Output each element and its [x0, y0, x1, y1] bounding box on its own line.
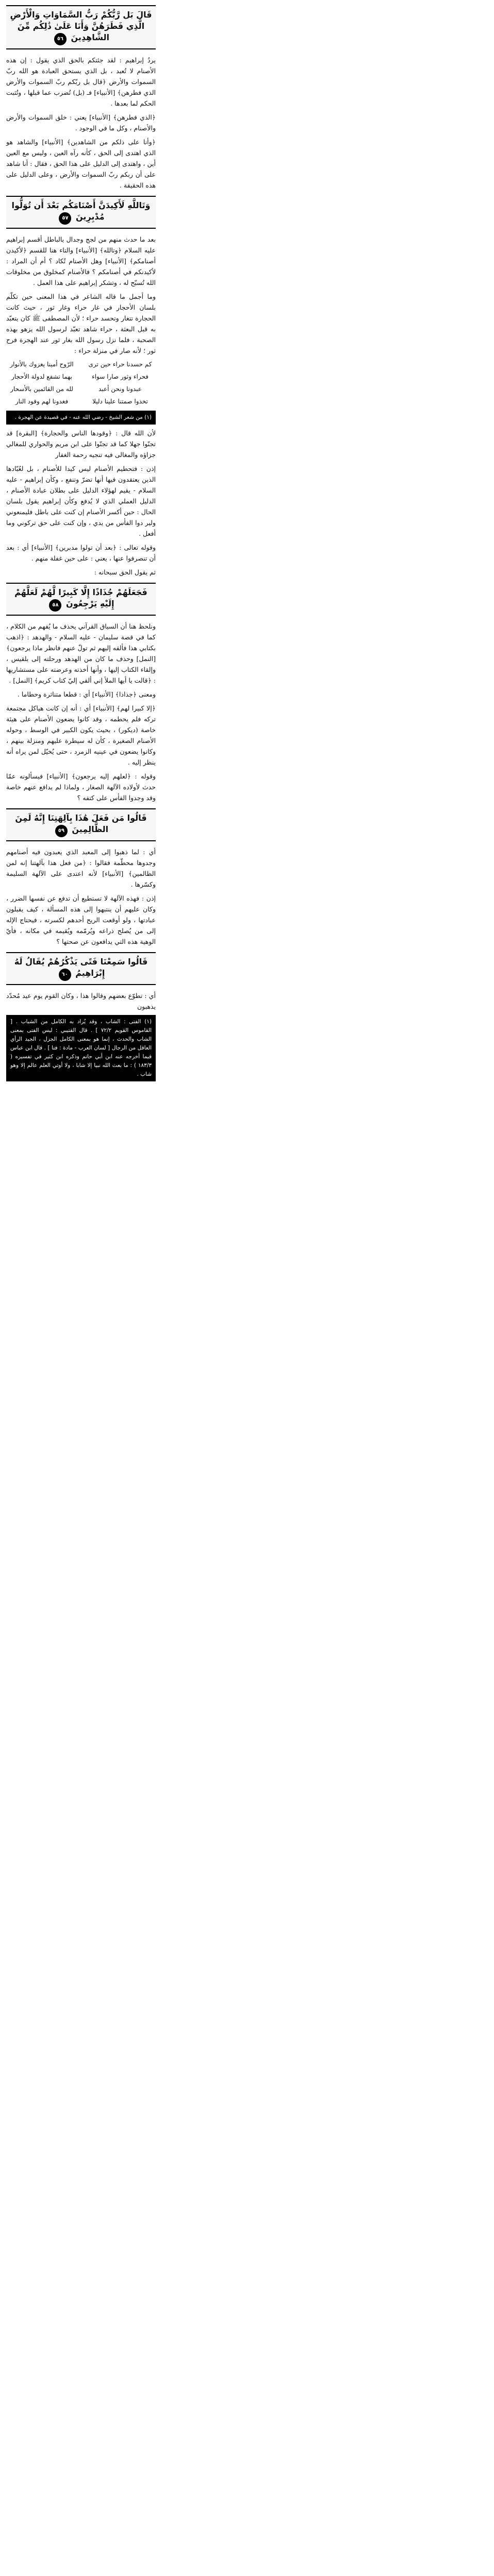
ayah-banner-58: [6, 583, 156, 616]
poem-hemistich: فغدونا لهم وقود النار: [15, 398, 69, 405]
paragraph: وقوله : ﴿لعلهم إليه يرجعون﴾ [الأنبياء] فيسألونه عمّا حدث لأولاده الآلهة الصغار ، ولماذا لم يدافع عنهم خاصة وقد وجدوا الفأس على كتفه ؟: [6, 772, 156, 802]
poem-hemistich: فحراء وثور صارا سواء: [92, 373, 149, 380]
ayah-number: ٦٠: [59, 969, 71, 981]
paragraph: إذن : فهذه الآلهة لا تستطيع أن تدفع عن نفسها الضرر ، وكان عليهم أن ينتبهوا إلى هذه المسألة ، كيف يقبلون عبادتها ، ولو أوقعت الريح أحدهم لكسرته ، فيحتاج الإله إلى من يُصلح ذراعه ويُرمّمه ويُقيمه في مكانه ، فأيّ الوهية هذه التي يدافعون عن صحتها ؟: [6, 894, 156, 945]
ayah-banner-60: [6, 952, 156, 985]
paragraph: لأن الله قال : ﴿وقودها الناس والحجارة﴾ [البقرة] قد تجنّوا جهلا كما قد تجنّوا على ابن مريم والحواري للمغالي جزاؤه والمغالى فيه تنجيه رحمة الغفار: [6, 429, 156, 459]
paragraph: وما أجمل ما قاله الشاعر في هذا المعنى حين تكلّم بلسان الأحجار في غار حراء وغار ثور ، حيث كانت الحجارة تتغار وتحسد حراء ؛ لأن المصطفى ﷺ كان يتعبّد به قبل البعثة ، حراء شاهد تعبّد لرسول الله يزهو بهذه الصحبة ، فلما نزل رسول الله بغار ثور عند الهجرة فرح ثور ؛ لأنه صار في منزلة حراء :: [6, 293, 156, 354]
paragraph: ونلحظ هنا أن السياق القرآني يحذف ما يُفهم من الكلام ، كما في قصة سليمان - عليه السلام - والهدهد : ﴿اذهب بكتابي هذا فألقه إليهم ثم تولّ عنهم فانظر ماذا يرجعون﴾ [النمل] وحذف ما كان من الهدهد ورحلته إلى بلقيس ، وإلقاء الكتاب إليها ، وأنها أخذته وعرضته على مستشاريها : ﴿قالت يا أيها الملأ إني ألقي إليّ كتاب كريم﴾ [النمل] .: [6, 622, 156, 684]
poem-hemistich: كم حسدنا حراء حين ترى: [88, 361, 152, 368]
paragraph: أي : تطوّع بعضهم وقالوا هذا ، وكان القوم يوم عيد مُحدّد يذهبون: [6, 992, 156, 1010]
paragraph: ﴿الذي فطرهن﴾ [الأنبياء] يعني : خلق السموات والأرض والأصنام ، وكل ما في الوجود .: [6, 113, 156, 132]
ayah-number: ٥٦: [54, 33, 67, 45]
paragraph: بعد ما حدث منهم من لجج وجدال بالباطل أقسم إبراهيم عليه السلام ﴿وتالله﴾ [الأنبياء] والتاء هنا للقسم ﴿لأكيدن أصنامكم﴾ [الأنبياء] وهل الأصنام تُكاد ؟ أم أن المراد : لأكيدنكم في أصنامكم ؟ فالأصنام كمخلوق من مخلوقات الله تُسبّح له ، وتشكر إبراهيم على هذا العمل .: [6, 235, 156, 286]
page-content: [6, 0, 156, 1084]
paragraph: ﴿وأنا على ذلكم من الشاهدين﴾ [الأنبياء] والشاهد هو الذي اهتدى إلى الحق ، كأنه رآه العين ، وليس مع العين أين ، واهتدى إلى الدليل على هذا الحق ، فقال : أنا شاهد على أن ربكم ربّ السموات والأرض ، وعلى الدليل على هذه الحقيقة .: [6, 138, 156, 189]
poem-hemistich: الرّوح أمينا يغزوك بالأنوار: [10, 361, 74, 368]
paragraph: وقوله تعالى : ﴿بعد أن تولوا مدبرين﴾ [الأنبياء] أي : بعد أن تنصرفوا عنها ، يعني : على حين غفلة منهم .: [6, 544, 156, 562]
ayah-text: قَالُوا سَمِعْنَا فَتًى يَذْكُرُهُمْ يُقَالُ لَهُ إِبْرَاهِيمُ: [14, 957, 148, 978]
paragraph: ثم يقول الحق سبحانه :: [94, 568, 156, 576]
ayah-banner-57: [6, 196, 156, 229]
poem-hemistich: تخذوا صمتنا علينا دليلا: [92, 398, 148, 405]
footnote: (١) من شعر الشيخ - رضي الله عنه - في قصيدة عن الهجرة .: [6, 411, 156, 425]
paragraph: إذن : فتحطيم الأصنام ليس كيدا للأصنام ، بل لعُبّادها الذين يعتقدون فيها أنها تضرّ وتنفع ، وكأن إبراهيم - عليه السلام - يقيم لهؤلاء الدليل على بطلان عبادة الأصنام ، الدليل العملي الذي لا يُدفع وكأن إبراهيم يقول بلسان الحال : حين أكسر الأصنام إن كنت على باطل فليمنعوني ولير دوا الفأس من يدي ، وإن كنت على حق تركوني وما أفعل .: [6, 465, 156, 537]
footnote: (١) الفتى : الشاب ، وقد يُراد به الكامل من الشباب . [ القاموس القويم ٧٢/٢ ] . قال القتيبي : ليس الفتى بمعنى الشاب والحدث ، إنما هو بمعنى الكامل الجزل ، الجيد الرأي العاقل من الرجال [ لسان العرب - مادة : فتا ] . قال ابن عباس فيما أخرجه عنه ابن أبي حاتم وذكره ابن كثير في تفسيره ( ١٨٣/٣ ) : ما بعث الله نبيا إلا شابا ، ولا أوتي العلم عالم إلا وهو شاب .: [6, 1015, 156, 1081]
poem-verses: [6, 359, 156, 406]
ayah-text: فَجَعَلَهُمْ جُذَاذًا إِلَّا كَبِيرًا لَّهُمْ لَعَلَّهُمْ إِلَيْهِ يَرْجِعُونَ: [14, 587, 147, 608]
poem-hemistich: بهما تشفع لدولة الأحجار: [11, 373, 73, 380]
ayah-text: وَتَاللَّهِ لَأَكِيدَنَّ أَصْنَامَكُم بَعْدَ أَن تُوَلُّوا مُدْبِرِينَ: [11, 200, 151, 222]
ayah-banner-59: [6, 808, 156, 841]
ayah-number: ٥٧: [59, 212, 71, 225]
ayah-banner-56: [6, 5, 156, 49]
ayah-text: قَالُوا مَن فَعَلَ هَٰذَا بِآلِهَتِنَا إِنَّهُ لَمِنَ الظَّالِمِينَ: [15, 813, 147, 834]
ayah-number: ٥٨: [49, 599, 61, 612]
ayah-number: ٥٩: [55, 825, 68, 837]
paragraph: ﴿إلا كبيرا لهم﴾ [الأنبياء] أي : أنه إن كانت هياكل مجتمعة تركه فلم يحطمه ، وقد كانوا يضعون الأصنام على هيئة خاصة (ديكور) ، بحيث يكون الكبير في الوسط ، وحوله الأصنام الصغيرة ، كأن له سيطرة عليهم ومنزلة بينهم ، وكانوا يضعون في عينيه الزمرد ، حتى يُخيّل لمن يراه أنه ينظر إليه .: [6, 704, 156, 766]
ayah-text: قَالَ بَل رَّبُّكُمْ رَبُّ السَّمَاوَاتِ وَالْأَرْضِ الَّذِي فَطَرَهُنَّ وَأَنَا عَلَىٰ ذَٰلِكُم مِّنَ الشَّاهِدِينَ: [10, 10, 152, 42]
paragraph: يردُ إبراهيم : لقد جئتكم بالحق الذي يقول : إن هذه الأصنام لا تُعبد ، بل الذي يستحق العبادة هو الله ربّ السموات والأرض ﴿قال بل ربّكم ربّ السموات والأرض الذي فطرهن﴾ [الأنبياء] فـ (بل) تُضرب عما قبلها ، وتُثبت الحكم لما بعدها .: [6, 56, 156, 107]
paragraph: أي : لما ذهبوا إلى المعبد الذي يعبدون فيه أصنامهم وجدوها محطّمة فقالوا : ﴿من فعل هذا بآلهتنا إنه لمن الظالمين﴾ [الأنبياء] لأنه اعتدى على الآلهة السليمة وكسّرها .: [6, 848, 156, 888]
paragraph: ومعنى ﴿جذاذا﴾ [الأنبياء] أي : قطعا متناثرة وحطاما .: [17, 690, 156, 698]
poem-hemistich: لله من القائمين بالأسحار: [10, 385, 73, 393]
poem-hemistich: عبدونا ونحن أعبد: [98, 385, 142, 393]
